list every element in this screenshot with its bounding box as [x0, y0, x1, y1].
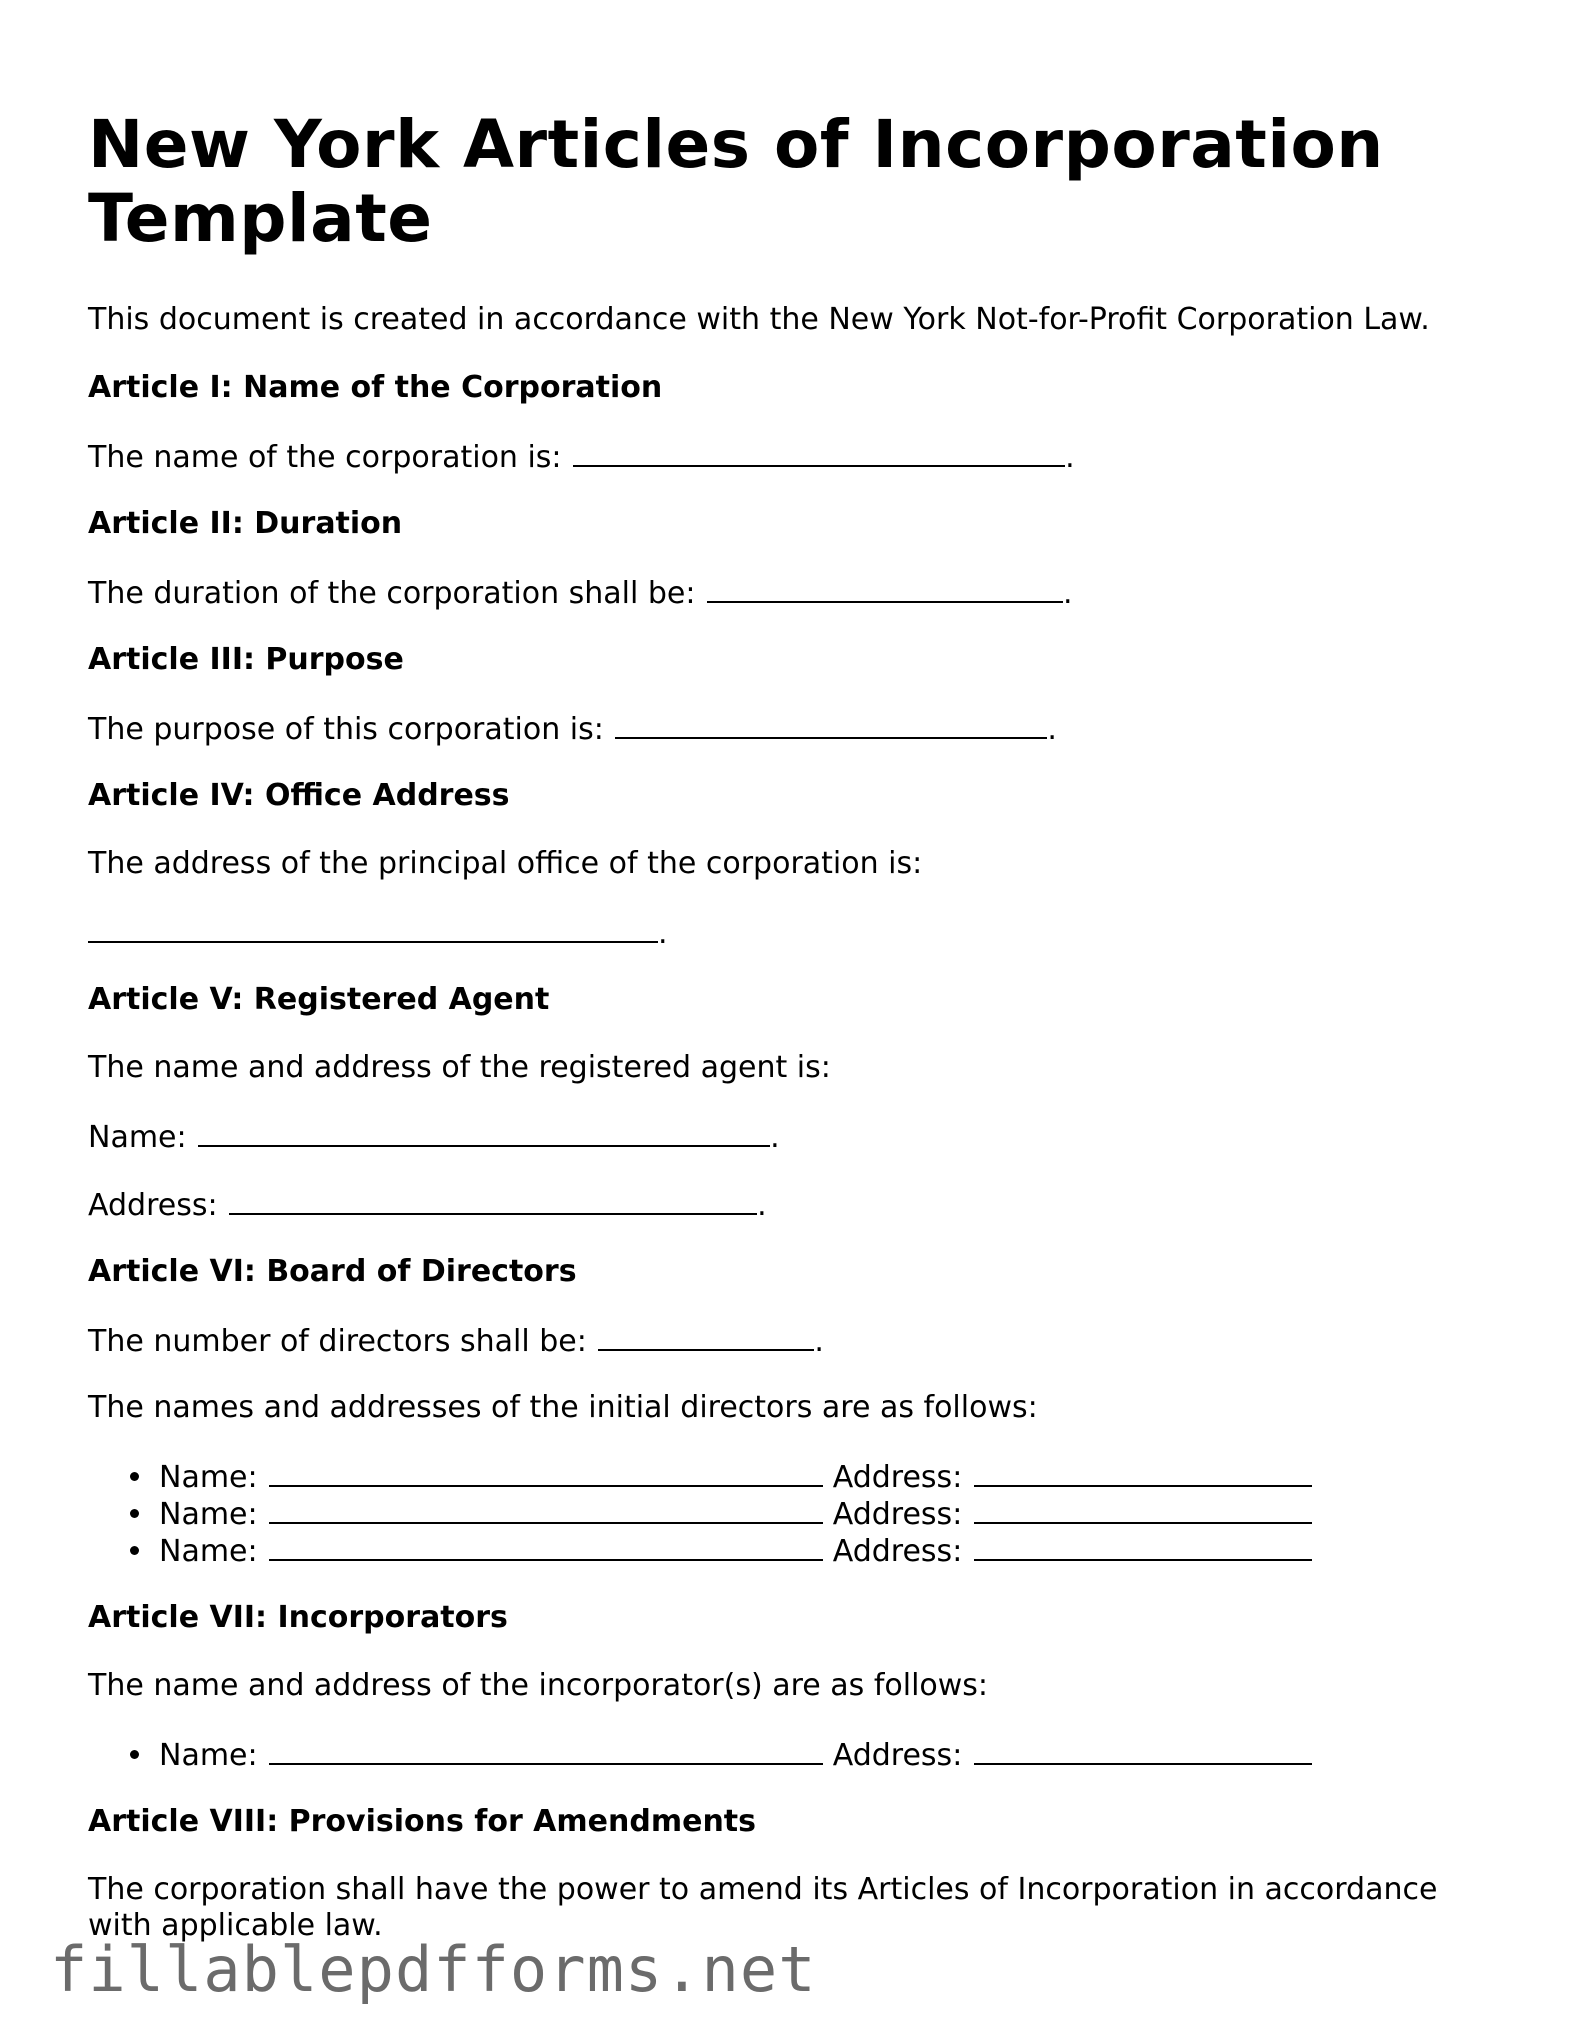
article-5-text: The name and address of the registered agent is:: [88, 1050, 831, 1085]
bullet-icon: [130, 1509, 139, 1518]
director-name-label: Name:: [159, 1460, 258, 1495]
bullet-icon: [130, 1750, 139, 1759]
incorporator-name-label: Name:: [159, 1738, 258, 1773]
director-address-label: Address:: [832, 1497, 963, 1532]
purpose-field[interactable]: [615, 710, 1047, 739]
period: .: [1063, 576, 1073, 611]
agent-name-field[interactable]: [198, 1118, 770, 1147]
period: .: [1047, 712, 1057, 747]
incorporator-address-field[interactable]: [974, 1736, 1312, 1765]
article-4-line: [88, 914, 668, 952]
article-2-line: [88, 574, 1073, 612]
watermark-text: fillablepdfforms.net: [50, 1933, 817, 2006]
incorporator-address-label: Address:: [832, 1738, 963, 1773]
article-3-text: The purpose of this corporation is:: [88, 712, 604, 747]
incorporators-list-intro: The name and address of the incorporator(s) are as follows:: [88, 1668, 989, 1703]
director-name-label: Name:: [159, 1534, 258, 1569]
director-name-field[interactable]: [269, 1532, 823, 1561]
article-7-heading: Article VII: Incorporators: [88, 1600, 508, 1635]
incorporator-row: [130, 1736, 1312, 1774]
agent-name-line: [88, 1118, 780, 1156]
office-address-field[interactable]: [88, 914, 658, 943]
director-count-line: [88, 1322, 824, 1360]
duration-field[interactable]: [707, 574, 1063, 603]
article-3-line: [88, 710, 1057, 748]
director-name-label: Name:: [159, 1497, 258, 1532]
article-5-heading: Article V: Registered Agent: [88, 982, 550, 1017]
article-1-line: [88, 438, 1075, 476]
corporation-name-field[interactable]: [573, 438, 1065, 467]
director-row: [130, 1532, 1312, 1570]
agent-address-field[interactable]: [229, 1186, 757, 1215]
director-name-field[interactable]: [269, 1495, 823, 1524]
article-4-text: The address of the principal office of the corporation is:: [88, 846, 923, 881]
intro-text: This document is created in accordance with the New York Not-for-Profit Corporation Law.: [88, 302, 1430, 337]
incorporator-name-field[interactable]: [269, 1736, 823, 1765]
bullet-icon: [130, 1472, 139, 1481]
document-title: New York Articles of Incorporation Template: [88, 106, 1384, 257]
director-row: [130, 1458, 1312, 1496]
period: .: [1065, 440, 1075, 475]
director-name-field[interactable]: [269, 1458, 823, 1487]
directors-list-intro: The names and addresses of the initial directors are as follows:: [88, 1390, 1038, 1425]
director-address-label: Address:: [832, 1460, 963, 1495]
period: .: [770, 1120, 780, 1155]
director-address-label: Address:: [832, 1534, 963, 1569]
article-3-heading: Article III: Purpose: [88, 642, 404, 677]
period: .: [814, 1324, 824, 1359]
article-2-text: The duration of the corporation shall be:: [88, 576, 696, 611]
period: .: [658, 916, 668, 951]
article-2-heading: Article II: Duration: [88, 506, 403, 541]
director-count-field[interactable]: [598, 1322, 814, 1351]
director-address-field[interactable]: [974, 1532, 1312, 1561]
agent-address-label: Address:: [88, 1188, 218, 1223]
agent-name-label: Name:: [88, 1120, 187, 1155]
period: .: [757, 1188, 767, 1223]
article-8-text: The corporation shall have the power to amend its Articles of Incorporation in accordance with applicable law.: [88, 1872, 1438, 1943]
article-1-text: The name of the corporation is:: [88, 440, 562, 475]
article-8-heading: Article VIII: Provisions for Amendments: [88, 1804, 756, 1839]
article-6-heading: Article VI: Board of Directors: [88, 1254, 577, 1289]
article-4-heading: Article IV: Office Address: [88, 778, 510, 813]
director-address-field[interactable]: [974, 1458, 1312, 1487]
director-row: [130, 1495, 1312, 1533]
director-count-text: The number of directors shall be:: [88, 1324, 587, 1359]
bullet-icon: [130, 1546, 139, 1555]
article-1-heading: Article I: Name of the Corporation: [88, 370, 663, 405]
director-address-field[interactable]: [974, 1495, 1312, 1524]
agent-address-line: [88, 1186, 767, 1224]
